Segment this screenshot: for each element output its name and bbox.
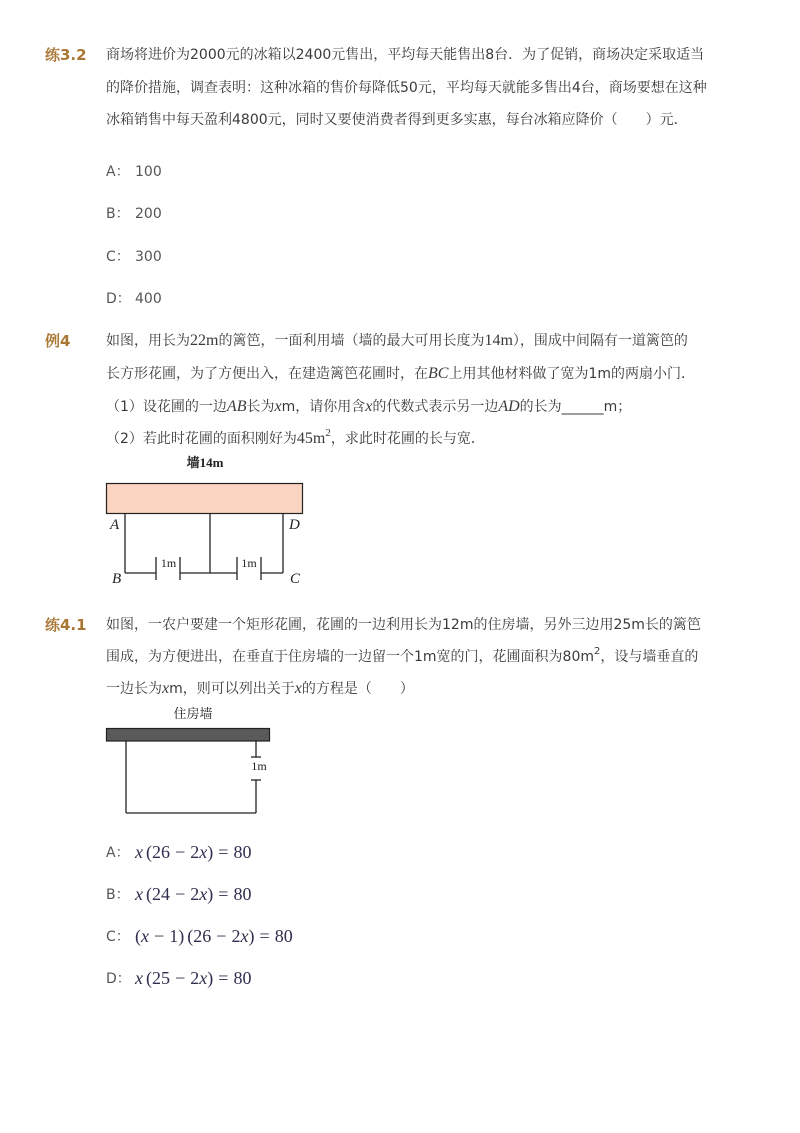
option-value: 100 — [135, 164, 162, 180]
option-c — [106, 925, 293, 947]
math-operator: − — [154, 926, 165, 946]
math-symbol: 2 — [152, 884, 162, 904]
door-width-label: 1m — [251, 759, 267, 773]
math-operator: − — [216, 926, 227, 946]
problem-text-line: 的降价措施，调查表明：这种冰箱的售价每降低50元，平均每天就能多售出4台，商场要想在这种 — [106, 80, 707, 96]
math-variable: x — [240, 926, 249, 946]
option-b — [106, 204, 162, 224]
option-equation — [135, 968, 251, 988]
option-a — [106, 841, 251, 863]
text-segment: 的代数式表示另一边 — [372, 399, 499, 415]
problem-label: 练4.1 — [45, 616, 87, 634]
option-letter: B： — [106, 206, 130, 222]
math-operator: − — [175, 884, 186, 904]
problem-text-line — [106, 331, 688, 351]
option-letter: D： — [106, 291, 131, 307]
text-segment: 上用其他材料做了宽为1m的两扇小门． — [448, 366, 695, 382]
corner-label-d: D — [289, 517, 300, 533]
math-symbol: 0 — [242, 968, 252, 988]
text-segment: 如图，用长为 — [106, 333, 190, 349]
math-variable: x — [199, 884, 208, 904]
math-length: 14m — [484, 332, 513, 349]
option-equation — [135, 926, 293, 946]
math-variable: x — [135, 842, 143, 862]
wall-length-label: 墙14m — [186, 455, 224, 470]
option-equation — [135, 884, 251, 904]
math-symbol: 2 — [190, 884, 200, 904]
math-paren: ( — [146, 842, 153, 862]
option-letter: B： — [106, 887, 130, 903]
math-symbol: 2 — [193, 926, 203, 946]
problem-text-line — [106, 647, 698, 667]
math-symbol: ( — [135, 926, 141, 946]
math-variable: x — [135, 968, 143, 988]
math-symbol: 6 — [202, 926, 212, 946]
math-symbol: 8 — [233, 884, 243, 904]
option-letter: D： — [106, 971, 131, 987]
math-operator: = — [259, 926, 270, 946]
house-wall-rect — [107, 729, 270, 742]
math-variable: x — [294, 680, 302, 697]
math-symbol: ) — [207, 842, 214, 862]
problem-label: 练3.2 — [45, 46, 87, 64]
math-paren: ( — [146, 884, 153, 904]
math-symbol: 0 — [242, 842, 252, 862]
text-segment: 的篱笆，一面利用墙（墙的最大可用长度为 — [218, 333, 485, 349]
math-symbol: 2 — [231, 926, 241, 946]
math-variable: x — [365, 398, 373, 415]
math-symbol: 5 — [161, 968, 171, 988]
math-symbol: 2 — [152, 968, 162, 988]
option-letter: C： — [106, 249, 130, 265]
math-symbol: ) — [248, 926, 255, 946]
text-segment: 长为 — [246, 399, 275, 415]
text-segment: 如图，一农户要建一个矩形花圃，花圃的一边利用长为12m的住房墙，另外三边用25m长的篱笆 — [106, 617, 701, 633]
fence-garden-figure — [100, 450, 320, 595]
corner-label-b: B — [112, 571, 122, 587]
problem-text-line: 冰箱销售中每天盈利4800元，同时又要使消费者得到更多实惠，每台冰箱应降价（ ）元． — [106, 112, 688, 128]
text-segment: ，设与墙垂直的 — [600, 649, 699, 665]
math-operator: − — [175, 968, 186, 988]
math-symbol: 0 — [242, 884, 252, 904]
math-symbol: 2 — [152, 842, 162, 862]
text-segment: 的长为 — [519, 399, 562, 415]
text-segment: m； — [603, 399, 632, 415]
math-paren: ( — [187, 926, 194, 946]
math-symbol: 2 — [190, 842, 200, 862]
text-segment: m，请你用含 — [281, 399, 366, 415]
option-letter: A： — [106, 845, 130, 861]
math-symbol: ) — [207, 884, 214, 904]
math-variable: x — [135, 884, 143, 904]
problem-text-line — [106, 679, 414, 699]
door-width-label: 1m — [160, 556, 177, 570]
math-symbol: 8 — [233, 968, 243, 988]
text-segment: m，则可以列出关于 — [169, 681, 295, 697]
wall-rect — [107, 484, 303, 514]
text-segment: （2）若此时花圃的面积刚好为 — [106, 431, 297, 447]
option-b — [106, 883, 251, 905]
math-length: 22m — [190, 332, 219, 349]
text-segment: ，求此时花圃的长与宽． — [330, 431, 485, 447]
option-a — [106, 162, 162, 182]
house-wall-garden-figure — [100, 700, 280, 820]
math-symbol: 2 — [190, 968, 200, 988]
problem-text-line — [106, 397, 631, 417]
option-d — [106, 289, 162, 309]
problem-label: 例4 — [45, 332, 71, 350]
math-variable: BC — [428, 365, 449, 382]
math-symbol: 0 — [283, 926, 293, 946]
problem-text-line — [106, 429, 485, 449]
math-variable: x — [162, 680, 170, 697]
math-operator: = — [218, 968, 229, 988]
problem-text-line: 商场将进价为2000元的冰箱以2400元售出，平均每天能售出8台．为了促销，商场决定采取适当 — [106, 47, 705, 63]
math-variable: x — [199, 842, 208, 862]
math-symbol: 1 — [169, 926, 179, 946]
math-symbol: 8 — [233, 842, 243, 862]
math-symbol: 4 — [161, 884, 171, 904]
problem-text-line — [106, 615, 701, 635]
text-segment: 长方形花圃，为了方便出入，在建造篱笆花圃时，在 — [106, 366, 428, 382]
option-letter: A： — [106, 164, 130, 180]
math-variable: x — [274, 398, 282, 415]
math-variable: AB — [226, 398, 247, 415]
text-segment: 的方程是（ ） — [301, 681, 414, 697]
math-variable: x — [199, 968, 208, 988]
text-segment: 围成，为方便进出，在垂直于住房墙的一边留一个1m宽的门，花圃面积为80m — [106, 649, 594, 665]
math-operator: = — [218, 842, 229, 862]
problem-text-line — [106, 364, 695, 384]
text-segment: 一边长为 — [106, 681, 162, 697]
math-symbol: 6 — [161, 842, 171, 862]
math-superscript: 2 — [594, 646, 601, 657]
math-paren: ( — [146, 968, 153, 988]
text-segment: （1）设花圃的一边 — [106, 399, 227, 415]
door-width-label: 1m — [241, 556, 257, 570]
math-operator: − — [175, 842, 186, 862]
math-operator: = — [218, 884, 229, 904]
corner-label-c: C — [290, 571, 301, 587]
math-symbol: ) — [178, 926, 185, 946]
answer-blank: ______ — [561, 399, 604, 415]
option-d — [106, 967, 251, 989]
option-value: 200 — [135, 206, 162, 222]
math-symbol: 8 — [274, 926, 284, 946]
math-variable: AD — [498, 398, 520, 415]
corner-label-a: A — [110, 517, 120, 533]
option-value: 300 — [135, 249, 162, 265]
text-segment: ），围成中间隔有一道篱笆的 — [512, 333, 688, 349]
math-area: 45m — [296, 430, 326, 447]
option-c — [106, 247, 162, 267]
house-wall-label: 住房墙 — [173, 707, 213, 722]
option-letter: C： — [106, 929, 130, 945]
option-value: 400 — [135, 291, 162, 307]
math-superscript: 2 — [325, 427, 331, 439]
option-equation — [135, 842, 251, 862]
math-symbol: ) — [207, 968, 214, 988]
math-variable: x — [141, 926, 149, 946]
